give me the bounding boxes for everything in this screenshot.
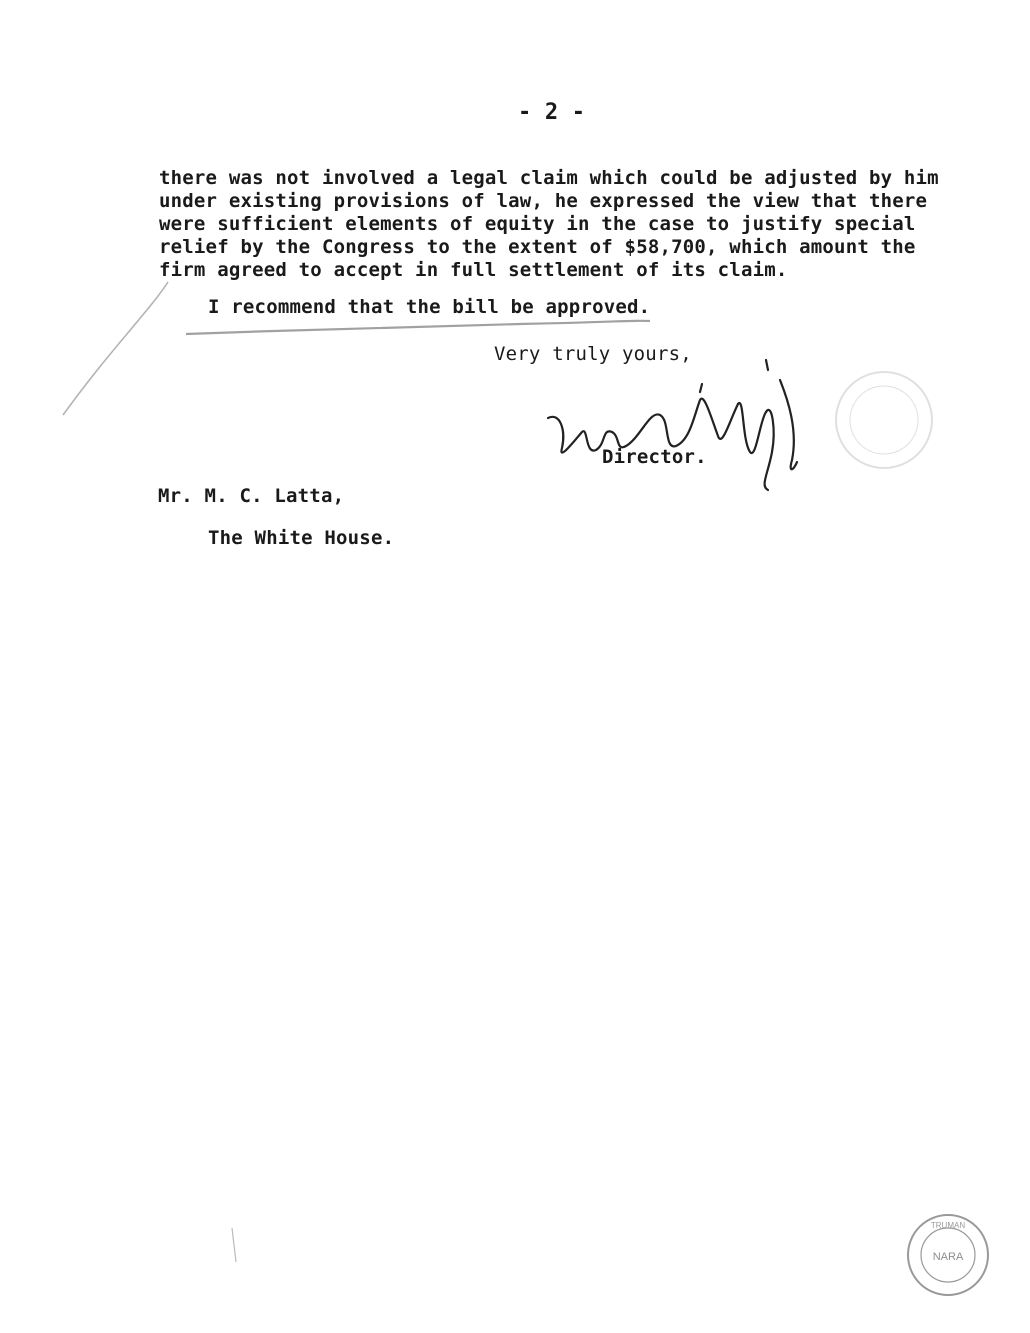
body-line-4: relief by the Congress to the extent of $58,700, which amount the: [159, 236, 916, 258]
body-line-1: there was not involved a legal claim which could be adjusted by him: [159, 167, 939, 189]
body-line-5: firm agreed to accept in full settlement of its claim.: [159, 259, 788, 281]
body-line-2: under existing provisions of law, he expressed the view that there: [159, 190, 928, 212]
page-number: - 2 -: [518, 100, 586, 125]
director-signature: [548, 360, 797, 490]
pencil-margin-stroke: [63, 282, 168, 415]
closing-line: Very truly yours,: [494, 343, 692, 365]
recommendation-line: I recommend that the bill be approved.: [208, 296, 651, 318]
recipient-name: Mr. M. C. Latta,: [158, 485, 345, 507]
archive-seal-icon: [908, 1215, 988, 1295]
pencil-underline: [186, 321, 650, 334]
recipient-address: The White House.: [208, 527, 395, 549]
body-line-3: were sufficient elements of equity in the case to justify special: [159, 213, 916, 235]
signature-title: Director.: [602, 446, 707, 468]
svg-text:NARA: NARA: [932, 1251, 964, 1263]
faint-stamp-icon: [836, 372, 932, 468]
pencil-mark: [232, 1228, 236, 1262]
svg-text:TRUMAN: TRUMAN: [930, 1221, 966, 1230]
